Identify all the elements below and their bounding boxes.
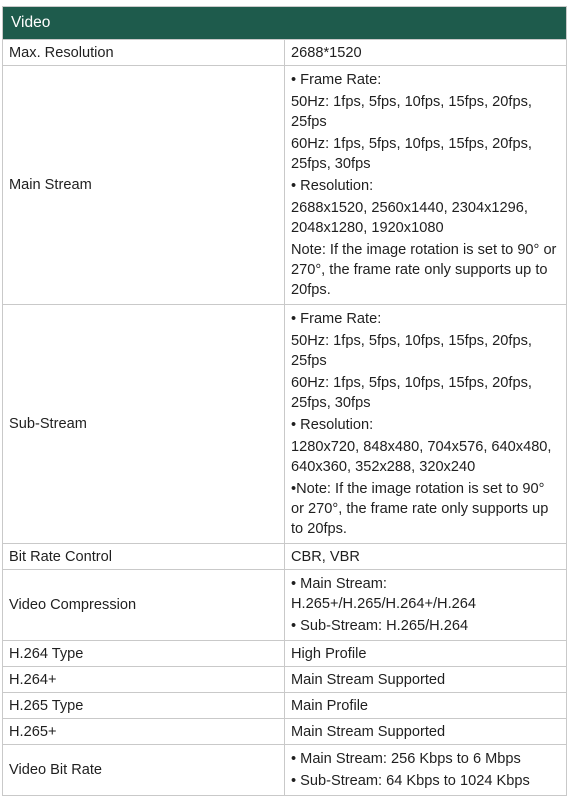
spec-value (285, 693, 567, 719)
spec-value (285, 305, 567, 544)
spec-value (285, 66, 567, 305)
spec-label: H.265+ (3, 719, 285, 745)
table-header-row (3, 7, 567, 40)
spec-value-line: • Resolution: (291, 417, 374, 433)
spec-label: Sub-Stream (3, 305, 285, 544)
spec-value-line: • Resolution: (291, 178, 374, 194)
spec-label: H.264 Type (3, 641, 285, 667)
spec-label: Main Stream (3, 66, 285, 305)
table-row (3, 40, 567, 66)
table-row (3, 745, 567, 796)
spec-value-line: 1280x720, 848x480, 704x576, 640x480, 640x360, 352x288, 320x240 (291, 439, 552, 475)
spec-value-line: 50Hz: 1fps, 5fps, 10fps, 15fps, 20fps, 25fps (291, 333, 532, 369)
spec-label: Max. Resolution (3, 40, 285, 66)
spec-value (285, 745, 567, 796)
spec-value-line: • Sub-Stream: 64 Kbps to 1024 Kbps (291, 773, 530, 789)
table-row (3, 641, 567, 667)
spec-value-line: • Main Stream: 256 Kbps to 6 Mbps (291, 751, 521, 767)
spec-label: Video Bit Rate (3, 745, 285, 796)
table-row (3, 66, 567, 305)
spec-value-line: CBR, VBR (291, 548, 360, 565)
table-row (3, 719, 567, 745)
table-row (3, 305, 567, 544)
spec-value-line: Main Stream Supported (291, 671, 446, 688)
table-row (3, 544, 567, 570)
spec-value-line: 50Hz: 1fps, 5fps, 10fps, 15fps, 20fps, 25fps (291, 94, 532, 130)
spec-value-line: Main Stream Supported (291, 723, 446, 740)
spec-value-line: Note: If the image rotation is set to 90° or 270°, the frame rate only supports up to 20fps. (291, 242, 557, 298)
spec-value (285, 667, 567, 693)
table-row (3, 570, 567, 641)
spec-value (285, 40, 567, 66)
spec-value-line: 2688x1520, 2560x1440, 2304x1296, 2048x1280, 1920x1080 (291, 200, 528, 236)
video-spec-table (2, 6, 567, 796)
table-row (3, 693, 567, 719)
spec-value (285, 544, 567, 570)
spec-value (285, 719, 567, 745)
spec-value-line: 60Hz: 1fps, 5fps, 10fps, 15fps, 20fps, 25fps, 30fps (291, 136, 532, 172)
spec-value (285, 641, 567, 667)
section-title: Video (3, 7, 567, 40)
spec-label: H.265 Type (3, 693, 285, 719)
spec-value-line: • Sub-Stream: H.265/H.264 (291, 618, 469, 634)
spec-value (285, 570, 567, 641)
spec-value-line: 2688*1520 (291, 44, 362, 61)
spec-value-line: 60Hz: 1fps, 5fps, 10fps, 15fps, 20fps, 25fps, 30fps (291, 375, 532, 411)
spec-value-line: • Frame Rate: (291, 72, 382, 88)
spec-rows (3, 40, 567, 796)
spec-value-line: • Frame Rate: (291, 311, 382, 327)
spec-value-line: • Main Stream: H.265+/H.265/H.264+/H.264 (291, 576, 476, 612)
spec-value-line: High Profile (291, 645, 367, 662)
spec-label: Bit Rate Control (3, 544, 285, 570)
spec-label: Video Compression (3, 570, 285, 641)
spec-value-line: Main Profile (291, 697, 369, 714)
spec-label: H.264+ (3, 667, 285, 693)
spec-value-line: •Note: If the image rotation is set to 90° or 270°, the frame rate only supports up to 20fps. (291, 481, 549, 537)
table-row (3, 667, 567, 693)
